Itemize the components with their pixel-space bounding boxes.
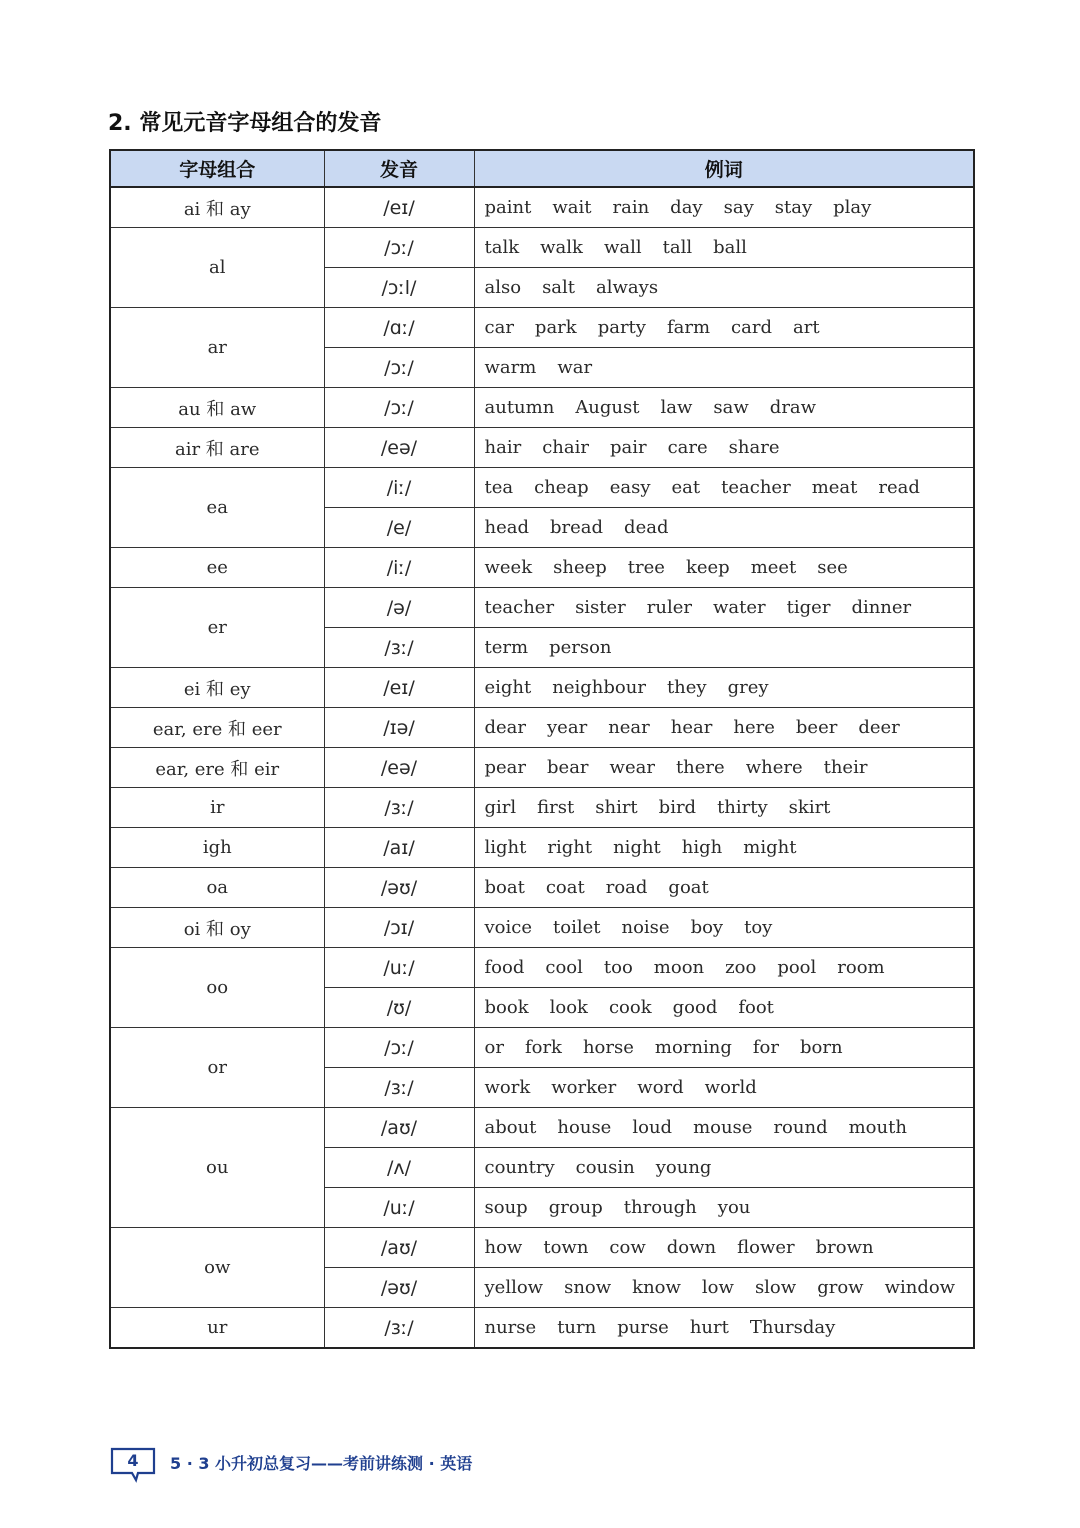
page-number-badge <box>108 1447 158 1477</box>
example-word: here <box>733 717 775 738</box>
example-word: walk <box>540 237 583 258</box>
example-word: ball <box>713 237 747 258</box>
letter-combination-cell: ar <box>110 308 324 388</box>
table-row <box>110 1028 974 1068</box>
example-word: through <box>623 1197 697 1218</box>
example-words-cell <box>474 428 974 468</box>
example-word: voice <box>484 917 532 938</box>
letter-combination-cell: er <box>110 588 324 668</box>
letter-combination-cell: ow <box>110 1228 324 1308</box>
table-row <box>110 668 974 708</box>
example-word: near <box>608 717 650 738</box>
example-word: skirt <box>788 797 831 818</box>
example-words-cell <box>474 1068 974 1108</box>
letter-combination-cell: air 和 are <box>110 428 324 468</box>
example-word: bear <box>547 757 589 778</box>
example-words-cell <box>474 468 974 508</box>
example-word: park <box>534 317 577 338</box>
example-word: light <box>484 837 527 858</box>
example-words-cell <box>474 268 974 308</box>
example-words-cell <box>474 988 974 1028</box>
example-word: also <box>484 277 522 298</box>
letter-combination-cell: oo <box>110 948 324 1028</box>
example-word: draw <box>769 397 817 418</box>
example-word: world <box>704 1077 757 1098</box>
letter-combination-cell: ei 和 ey <box>110 668 324 708</box>
example-word: tea <box>484 477 514 498</box>
example-words-cell <box>474 708 974 748</box>
example-word: moon <box>653 957 705 978</box>
example-word: pear <box>484 757 527 778</box>
pronunciation-cell: /ʌ/ <box>324 1148 474 1188</box>
example-word: toy <box>744 917 773 938</box>
example-word: dead <box>624 517 669 538</box>
table-row <box>110 468 974 508</box>
example-word: mouse <box>693 1117 753 1138</box>
example-word: grey <box>727 677 769 698</box>
letter-combination-cell: ir <box>110 788 324 828</box>
example-word: low <box>701 1277 734 1298</box>
example-word: soup <box>484 1197 528 1218</box>
example-word: term <box>484 637 529 658</box>
example-word: eight <box>484 677 532 698</box>
pronunciation-cell: /ɜː/ <box>324 788 474 828</box>
pronunciation-cell: /ɔɪ/ <box>324 908 474 948</box>
example-word: teacher <box>484 597 555 618</box>
example-word: shirt <box>595 797 638 818</box>
example-word: farm <box>666 317 711 338</box>
example-words-cell <box>474 668 974 708</box>
example-words-cell <box>474 548 974 588</box>
letter-combination-cell: oa <box>110 868 324 908</box>
example-word: share <box>728 437 780 458</box>
example-word: neighbour <box>552 677 646 698</box>
example-word: round <box>773 1117 828 1138</box>
example-words-cell <box>474 508 974 548</box>
example-word: August <box>575 397 640 418</box>
example-word: thirty <box>717 797 768 818</box>
table-row <box>110 908 974 948</box>
letter-combination-cell: ur <box>110 1308 324 1349</box>
example-words-cell <box>474 388 974 428</box>
example-words-cell <box>474 308 974 348</box>
example-word: head <box>484 517 529 538</box>
example-words-cell <box>474 748 974 788</box>
table-header-row <box>110 150 974 187</box>
example-word: born <box>800 1037 843 1058</box>
pronunciation-cell: /uː/ <box>324 948 474 988</box>
example-word: play <box>833 197 872 218</box>
header-pronunciation: 发音 <box>324 150 474 187</box>
example-word: person <box>549 637 612 658</box>
example-words-cell <box>474 588 974 628</box>
example-word: yellow <box>484 1277 544 1298</box>
example-word: war <box>557 357 593 378</box>
pronunciation-cell: /ɜː/ <box>324 628 474 668</box>
example-word: law <box>660 397 693 418</box>
example-word: talk <box>484 237 520 258</box>
example-word: easy <box>609 477 651 498</box>
pronunciation-cell: /ɪə/ <box>324 708 474 748</box>
example-words-cell <box>474 1148 974 1188</box>
example-word: art <box>792 317 820 338</box>
table-row <box>110 187 974 228</box>
example-word: night <box>613 837 661 858</box>
example-words-cell <box>474 187 974 228</box>
example-word: cook <box>608 997 652 1018</box>
table-row <box>110 588 974 628</box>
letter-combination-cell: ou <box>110 1108 324 1228</box>
example-word: town <box>543 1237 589 1258</box>
example-word: beer <box>795 717 838 738</box>
example-word: work <box>484 1077 531 1098</box>
example-words-cell <box>474 788 974 828</box>
example-word: horse <box>582 1037 634 1058</box>
example-word: first <box>537 797 575 818</box>
letter-combination-cell: ea <box>110 468 324 548</box>
example-word: where <box>745 757 803 778</box>
example-word: right <box>547 837 593 858</box>
table-row <box>110 788 974 828</box>
example-word: wear <box>609 757 655 778</box>
example-word: bread <box>550 517 604 538</box>
example-word: loud <box>632 1117 673 1138</box>
table-row <box>110 868 974 908</box>
example-word: girl <box>484 797 517 818</box>
pronunciation-cell: /uː/ <box>324 1188 474 1228</box>
example-word: read <box>878 477 920 498</box>
table-row <box>110 548 974 588</box>
section-title: 2. 常见元音字母组合的发音 <box>108 111 382 136</box>
example-word: boy <box>690 917 724 938</box>
letter-combination-cell: al <box>110 228 324 308</box>
example-word: nurse <box>484 1317 537 1338</box>
letter-combination-cell: or <box>110 1028 324 1108</box>
example-words-cell <box>474 948 974 988</box>
example-words-cell <box>474 348 974 388</box>
example-word: foot <box>738 997 774 1018</box>
example-word: boat <box>484 877 525 898</box>
example-word: stay <box>774 197 813 218</box>
example-word: good <box>672 997 718 1018</box>
example-word: meet <box>750 557 797 578</box>
example-word: paint <box>484 197 532 218</box>
example-words-cell <box>474 228 974 268</box>
letter-combination-cell: ee <box>110 548 324 588</box>
example-word: day <box>670 197 703 218</box>
example-word: flower <box>737 1237 795 1258</box>
example-word: coat <box>545 877 585 898</box>
example-word: house <box>557 1117 612 1138</box>
example-words-cell <box>474 908 974 948</box>
example-word: snow <box>564 1277 612 1298</box>
page-number: 4 <box>127 1451 139 1470</box>
example-word: meat <box>811 477 858 498</box>
example-word: pool <box>777 957 817 978</box>
example-word: turn <box>557 1317 597 1338</box>
example-words-cell <box>474 828 974 868</box>
example-words-cell <box>474 1028 974 1068</box>
example-word: car <box>484 317 514 338</box>
example-word: grow <box>817 1277 864 1298</box>
header-letter-combination: 字母组合 <box>110 150 324 187</box>
letter-combination-cell: ear, ere 和 eir <box>110 748 324 788</box>
example-word: brown <box>815 1237 874 1258</box>
example-word: party <box>597 317 646 338</box>
example-word: young <box>655 1157 712 1178</box>
example-word: warm <box>484 357 537 378</box>
example-word: keep <box>685 557 730 578</box>
example-words-cell <box>474 1308 974 1349</box>
example-word: tree <box>627 557 665 578</box>
example-word: Thursday <box>749 1317 836 1338</box>
example-words-cell <box>474 1228 974 1268</box>
example-words-cell <box>474 1268 974 1308</box>
example-word: cheap <box>534 477 589 498</box>
example-word: saw <box>713 397 749 418</box>
example-word: look <box>549 997 588 1018</box>
header-example-words: 例词 <box>474 150 974 187</box>
pronunciation-cell: /eə/ <box>324 428 474 468</box>
pronunciation-cell: /ɔː/ <box>324 228 474 268</box>
example-word: cow <box>609 1237 646 1258</box>
example-word: goat <box>668 877 709 898</box>
table-row <box>110 228 974 268</box>
pronunciation-cell: /aɪ/ <box>324 828 474 868</box>
pronunciation-cell: /ɔː/ <box>324 1028 474 1068</box>
pronunciation-cell: /ɔː/ <box>324 388 474 428</box>
example-word: sheep <box>553 557 607 578</box>
example-word: pair <box>609 437 647 458</box>
example-word: road <box>605 877 648 898</box>
letter-combination-cell: ai 和 ay <box>110 187 324 228</box>
example-word: tiger <box>786 597 831 618</box>
table-row <box>110 1308 974 1349</box>
example-word: or <box>484 1037 504 1058</box>
example-word: high <box>681 837 723 858</box>
table-row <box>110 948 974 988</box>
letter-combination-cell: oi 和 oy <box>110 908 324 948</box>
example-word: wall <box>603 237 642 258</box>
example-word: say <box>723 197 754 218</box>
example-word: morning <box>654 1037 732 1058</box>
example-word: there <box>675 757 725 778</box>
example-word: rain <box>612 197 650 218</box>
example-word: fork <box>524 1037 562 1058</box>
example-word: food <box>484 957 525 978</box>
example-word: salt <box>542 277 576 298</box>
example-word: see <box>817 557 848 578</box>
example-word: you <box>717 1197 751 1218</box>
example-word: hurt <box>689 1317 729 1338</box>
example-word: tall <box>662 237 693 258</box>
table-row <box>110 828 974 868</box>
example-word: about <box>484 1117 537 1138</box>
example-word: toilet <box>553 917 601 938</box>
example-word: autumn <box>484 397 555 418</box>
example-word: chair <box>542 437 589 458</box>
pronunciation-cell: /ɔːl/ <box>324 268 474 308</box>
example-word: book <box>484 997 529 1018</box>
example-word: window <box>884 1277 956 1298</box>
example-word: ruler <box>646 597 693 618</box>
example-word: year <box>547 717 588 738</box>
table-row <box>110 1108 974 1148</box>
example-word: worker <box>551 1077 617 1098</box>
example-word: eat <box>671 477 701 498</box>
example-words-cell <box>474 1108 974 1148</box>
example-words-cell <box>474 868 974 908</box>
table-row <box>110 428 974 468</box>
example-word: noise <box>621 917 670 938</box>
pronunciation-cell: /ə/ <box>324 588 474 628</box>
example-word: purse <box>617 1317 669 1338</box>
example-word: hear <box>670 717 713 738</box>
example-word: word <box>637 1077 684 1098</box>
example-word: dear <box>484 717 527 738</box>
pronunciation-cell: /eɪ/ <box>324 187 474 228</box>
pronunciation-cell: /əʊ/ <box>324 1268 474 1308</box>
example-word: wait <box>552 197 592 218</box>
pronunciation-cell: /iː/ <box>324 468 474 508</box>
example-word: sister <box>575 597 626 618</box>
letter-combination-cell: ear, ere 和 eer <box>110 708 324 748</box>
letter-combination-cell: au 和 aw <box>110 388 324 428</box>
example-word: for <box>752 1037 779 1058</box>
pronunciation-cell: /əʊ/ <box>324 868 474 908</box>
pronunciation-cell: /ɑː/ <box>324 308 474 348</box>
pronunciation-cell: /eə/ <box>324 748 474 788</box>
pronunciation-cell: /ɔː/ <box>324 348 474 388</box>
example-word: bird <box>658 797 697 818</box>
example-word: card <box>731 317 772 338</box>
pronunciation-cell: /aʊ/ <box>324 1108 474 1148</box>
pronunciation-cell: /eɪ/ <box>324 668 474 708</box>
example-word: mouth <box>848 1117 907 1138</box>
example-word: care <box>667 437 708 458</box>
example-word: group <box>548 1197 603 1218</box>
example-word: they <box>666 677 707 698</box>
table-row <box>110 308 974 348</box>
example-word: might <box>743 837 797 858</box>
example-word: know <box>632 1277 681 1298</box>
example-word: cousin <box>575 1157 635 1178</box>
example-word: always <box>596 277 659 298</box>
table-body <box>110 187 974 1348</box>
example-word: teacher <box>721 477 791 498</box>
example-words-cell <box>474 1188 974 1228</box>
example-word: deer <box>858 717 900 738</box>
example-word: hair <box>484 437 522 458</box>
example-word: week <box>484 557 533 578</box>
table-row <box>110 748 974 788</box>
example-word: how <box>484 1237 523 1258</box>
example-word: down <box>666 1237 717 1258</box>
example-words-cell <box>474 628 974 668</box>
example-word: too <box>603 957 633 978</box>
example-word: country <box>484 1157 555 1178</box>
pronunciation-cell: /ʊ/ <box>324 988 474 1028</box>
vowel-combination-table <box>109 149 975 1349</box>
example-word: room <box>837 957 885 978</box>
letter-combination-cell: igh <box>110 828 324 868</box>
pronunciation-cell: /ɜː/ <box>324 1308 474 1349</box>
example-word: their <box>823 757 868 778</box>
table-row <box>110 708 974 748</box>
example-word: slow <box>754 1277 797 1298</box>
pronunciation-cell: /aʊ/ <box>324 1228 474 1268</box>
pronunciation-cell: /ɜː/ <box>324 1068 474 1108</box>
example-word: water <box>713 597 766 618</box>
example-word: zoo <box>725 957 757 978</box>
pronunciation-cell: /e/ <box>324 508 474 548</box>
table-row <box>110 388 974 428</box>
pronunciation-cell: /iː/ <box>324 548 474 588</box>
example-word: dinner <box>851 597 912 618</box>
table-row <box>110 1228 974 1268</box>
page-footer <box>108 1445 472 1479</box>
book-title: 5 · 3 小升初总复习——考前讲练测 · 英语 <box>170 1453 473 1473</box>
example-word: cool <box>545 957 583 978</box>
